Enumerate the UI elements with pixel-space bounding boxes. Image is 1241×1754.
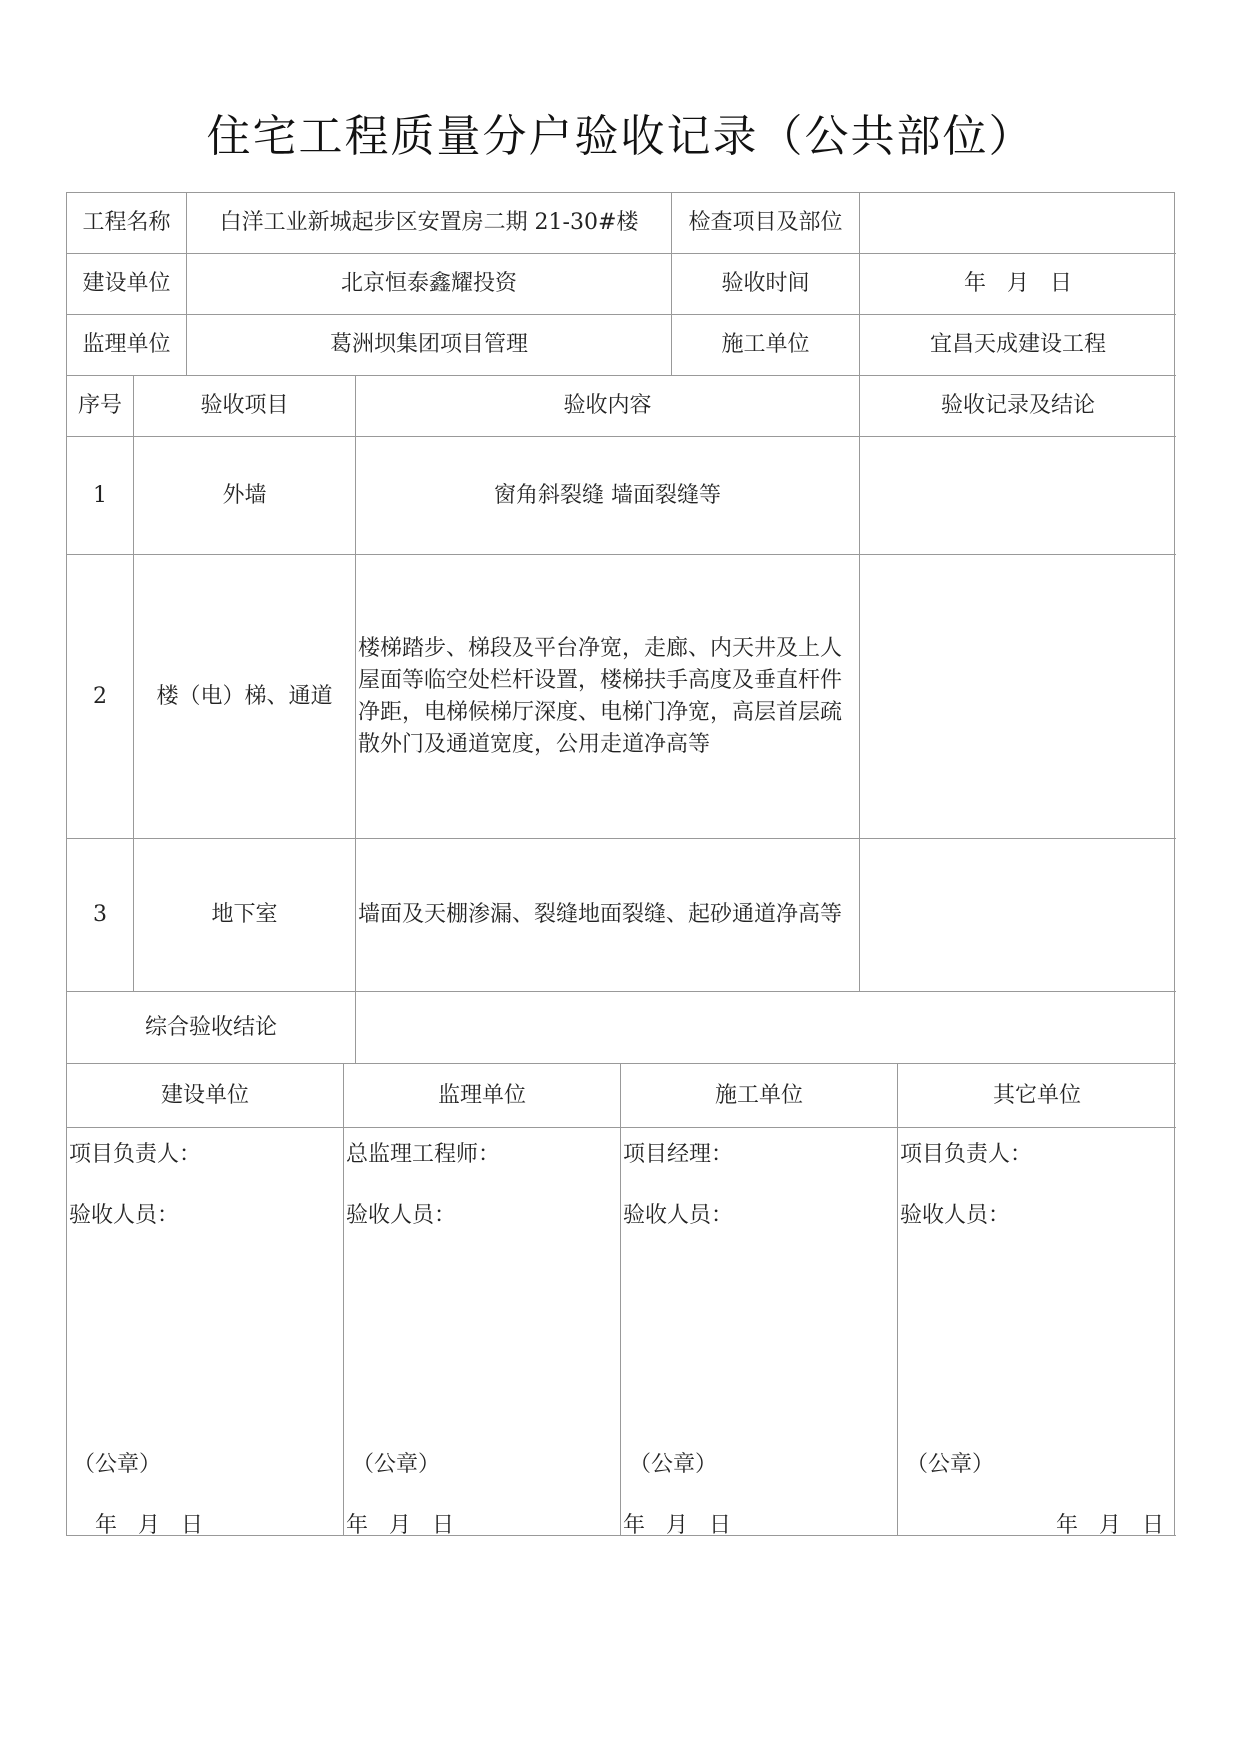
lead-label: 项目负责人：: [900, 1142, 1033, 1167]
contractor-label: 施工单位: [672, 315, 860, 376]
check-item-label: 检查项目及部位: [672, 193, 860, 254]
row-item: 地下室: [134, 839, 356, 992]
row-content: [356, 839, 860, 992]
sig-column-other: [898, 1128, 1176, 1536]
row-content: 窗角斜裂缝 墙面裂缝等: [356, 437, 860, 555]
staff-label: 验收人员：: [900, 1203, 1011, 1228]
project-name-value: 白洋工业新城起步区安置房二期 21-30#楼: [187, 193, 672, 254]
sig-header-contractor: 施工单位: [621, 1064, 898, 1128]
row-record: [860, 437, 1176, 555]
header-no: 序号: [67, 376, 134, 437]
sig-column-supervisor: [344, 1128, 621, 1536]
summary-label: 综合验收结论: [67, 992, 356, 1064]
sig-header-builder: 建设单位: [67, 1064, 344, 1128]
table-header-row: [66, 376, 1175, 437]
lead-label: 项目负责人：: [69, 1142, 202, 1167]
project-name-row: [66, 192, 1175, 254]
date-label: 年 月 日: [346, 1513, 454, 1538]
staff-label: 验收人员：: [623, 1203, 734, 1228]
staff-label: 验收人员：: [69, 1203, 180, 1228]
header-record: 验收记录及结论: [860, 376, 1176, 437]
row-item: 外墙: [134, 437, 356, 555]
summary-row: [66, 992, 1175, 1064]
row-content-text: 墙面及天棚渗漏、裂缝地面裂缝、起砂通道净高等: [358, 902, 843, 927]
table-row: [66, 839, 1175, 992]
row-record: [860, 839, 1176, 992]
signature-header-row: [66, 1064, 1175, 1128]
date-label: 年 月 日: [95, 1513, 203, 1538]
check-item-value: [860, 193, 1176, 254]
row-no: 1: [67, 437, 134, 555]
sig-header-other: 其它单位: [898, 1064, 1176, 1128]
project-name-label: 工程名称: [67, 193, 187, 254]
contractor-value: 宜昌天成建设工程: [860, 315, 1176, 376]
header-content: 验收内容: [356, 376, 860, 437]
supervisor-value: 葛洲坝集团项目管理: [187, 315, 672, 376]
accept-time-label: 验收时间: [672, 254, 860, 315]
staff-label: 验收人员：: [346, 1203, 457, 1228]
lead-label: 总监理工程师：: [346, 1142, 501, 1167]
builder-value: 北京恒泰鑫耀投资: [187, 254, 672, 315]
accept-time-value: 年 月 日: [860, 254, 1176, 315]
row-content-text: 楼梯踏步、梯段及平台净宽，走廊、内天井及上人屋面等临空处栏杆设置，楼梯扶手高度及垂直杆件净距，电梯候梯厅深度、电梯门净宽，高层首层疏散外门及通道宽度，公用走道净高等: [358, 635, 843, 757]
seal-label: （公章）: [73, 1452, 162, 1477]
supervisor-row: [66, 315, 1175, 376]
sig-header-supervisor: 监理单位: [344, 1064, 621, 1128]
builder-label: 建设单位: [67, 254, 187, 315]
supervisor-label: 监理单位: [67, 315, 187, 376]
table-row: [66, 437, 1175, 555]
lead-label: 项目经理：: [623, 1142, 734, 1167]
sig-column-builder: [67, 1128, 344, 1536]
page-title: 住宅工程质量分户验收记录（公共部位）: [206, 111, 1035, 162]
row-no: 3: [67, 839, 134, 992]
seal-label: （公章）: [352, 1452, 441, 1477]
seal-label: （公章）: [629, 1452, 718, 1477]
acceptance-record-table: [66, 192, 1175, 1536]
sig-column-contractor: [621, 1128, 898, 1536]
seal-label: （公章）: [906, 1452, 995, 1477]
date-label: 年 月 日: [1056, 1513, 1164, 1538]
row-no: 2: [67, 555, 134, 839]
header-item: 验收项目: [134, 376, 356, 437]
signature-body-row: [66, 1128, 1175, 1536]
builder-row: [66, 254, 1175, 315]
table-row: [66, 555, 1175, 839]
date-label: 年 月 日: [623, 1513, 731, 1538]
summary-value: [356, 992, 1176, 1064]
row-content: [356, 555, 860, 839]
row-item: 楼（电）梯、通道: [134, 555, 356, 839]
row-record: [860, 555, 1176, 839]
